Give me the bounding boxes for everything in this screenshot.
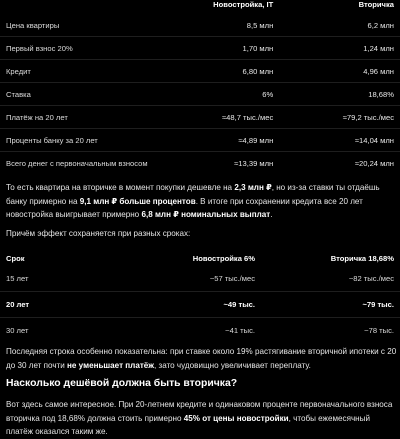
- table-cell: Кредит: [0, 60, 155, 83]
- paragraph-text: .: [270, 210, 273, 219]
- table-cell: ≈14,04 млн: [273, 129, 400, 152]
- table-cell: Всего денег с первоначальным взносом: [0, 152, 155, 175]
- conclusion-paragraph: [6, 398, 398, 439]
- table-cell: ≈13,39 млн: [155, 152, 273, 175]
- paragraph-text: , зато чудовищно увеличивает переплату.: [154, 360, 311, 370]
- table-cell: Ставка: [0, 83, 155, 106]
- table-cell: Платёж на 20 лет: [0, 106, 155, 129]
- table-row: [0, 292, 400, 318]
- table-header: Срок: [6, 253, 25, 263]
- table-row: [0, 83, 400, 106]
- paragraph-text: , чтобы ежемесячный платёж оказался таким же.: [6, 413, 370, 436]
- table-cell: 6,2 млн: [367, 20, 394, 30]
- table-row: [0, 37, 400, 60]
- table-cell: 6,80 млн: [155, 60, 273, 83]
- paragraph-text: Вот здесь самое интересное. При 20-летнем кредите и одинаковом проценте первоначального взноса вторичка под 18,68% должна стоить примерно: [6, 400, 393, 423]
- table-cell: Проценты банку за 20 лет: [0, 129, 155, 152]
- intro-paragraph: Причём эффект сохраняется при разных сроках:: [6, 229, 191, 238]
- table-cell: ~82 тыс./мес: [348, 274, 394, 283]
- table-cell: Цена квартиры: [6, 20, 60, 30]
- table-cell: 30 лет: [0, 318, 69, 344]
- table-header: Вторичка: [358, 0, 394, 9]
- comparison-table: [0, 0, 400, 174]
- table-row: [0, 318, 400, 344]
- paragraph-text: , но из-за ставки ты отдаёшь банку примерно на: [6, 183, 380, 206]
- table-header-row: [0, 0, 400, 14]
- table-header: [0, 0, 155, 14]
- table-header: Новостройка, IT: [213, 0, 274, 9]
- table-cell: 8,5 млн: [246, 20, 274, 30]
- table-cell: ≈20,24 млн: [273, 152, 400, 175]
- table-cell: 1,70 млн: [155, 37, 273, 60]
- table-header-row: [0, 250, 400, 266]
- table-row: [0, 60, 400, 83]
- table-cell: ≈4,89 млн: [155, 129, 273, 152]
- table-row: [0, 106, 400, 129]
- table-cell: 4,96 млн: [273, 60, 400, 83]
- table-cell: ~78 тыс.: [261, 318, 400, 344]
- table-row: [0, 129, 400, 152]
- table-cell: ≈79,2 тыс./мес: [273, 106, 400, 129]
- table-row: [0, 266, 400, 292]
- table-header: Вторичка 18,68%: [330, 253, 394, 263]
- table-cell: ~57 тыс./мес: [209, 274, 256, 283]
- table-cell: ~79 тыс.: [261, 292, 400, 318]
- emphasis-text: 9,1 млн ₽ больше процентов: [79, 196, 196, 206]
- table-cell: 20 лет: [0, 292, 69, 318]
- table-cell: 18,68%: [273, 83, 400, 106]
- emphasis-text: 6,8 млн ₽ номинальных выплат: [141, 210, 271, 219]
- paragraph-text: . В итоге при сохранении кредита все 20 лет новостройка выигрывает примерно: [6, 196, 363, 219]
- table-cell: 1,24 млн: [273, 37, 400, 60]
- table-cell: ~49 тыс.: [69, 292, 261, 318]
- section-heading: Насколько дешёвой должна быть вторичка?: [6, 378, 238, 389]
- table-cell: 15 лет: [6, 274, 29, 283]
- paragraph-text: То есть квартира на вторичке в момент покупки дешевле на: [6, 183, 235, 192]
- observation-paragraph: [6, 345, 398, 372]
- table-cell: 6%: [155, 83, 273, 106]
- emphasis-text: не уменьшает платёж: [67, 360, 155, 370]
- summary-paragraph: [6, 181, 398, 222]
- term-table: [0, 250, 400, 343]
- table-row: [0, 152, 400, 175]
- emphasis-text: 2,3 млн ₽: [234, 183, 272, 192]
- table-cell: ~41 тыс.: [69, 318, 261, 344]
- table-cell: ≈48,7 тыс./мес: [155, 106, 273, 129]
- table-header: Новостройка 6%: [192, 253, 256, 263]
- table-cell: Первый взнос 20%: [0, 37, 155, 60]
- emphasis-text: 45% от цены новостройки: [183, 413, 289, 423]
- paragraph-text: Последняя строка особенно показательна: при ставке около 19% растягивание вторичной ипотеки с 20 до 30 лет почти: [6, 347, 397, 370]
- table-row: [0, 14, 400, 37]
